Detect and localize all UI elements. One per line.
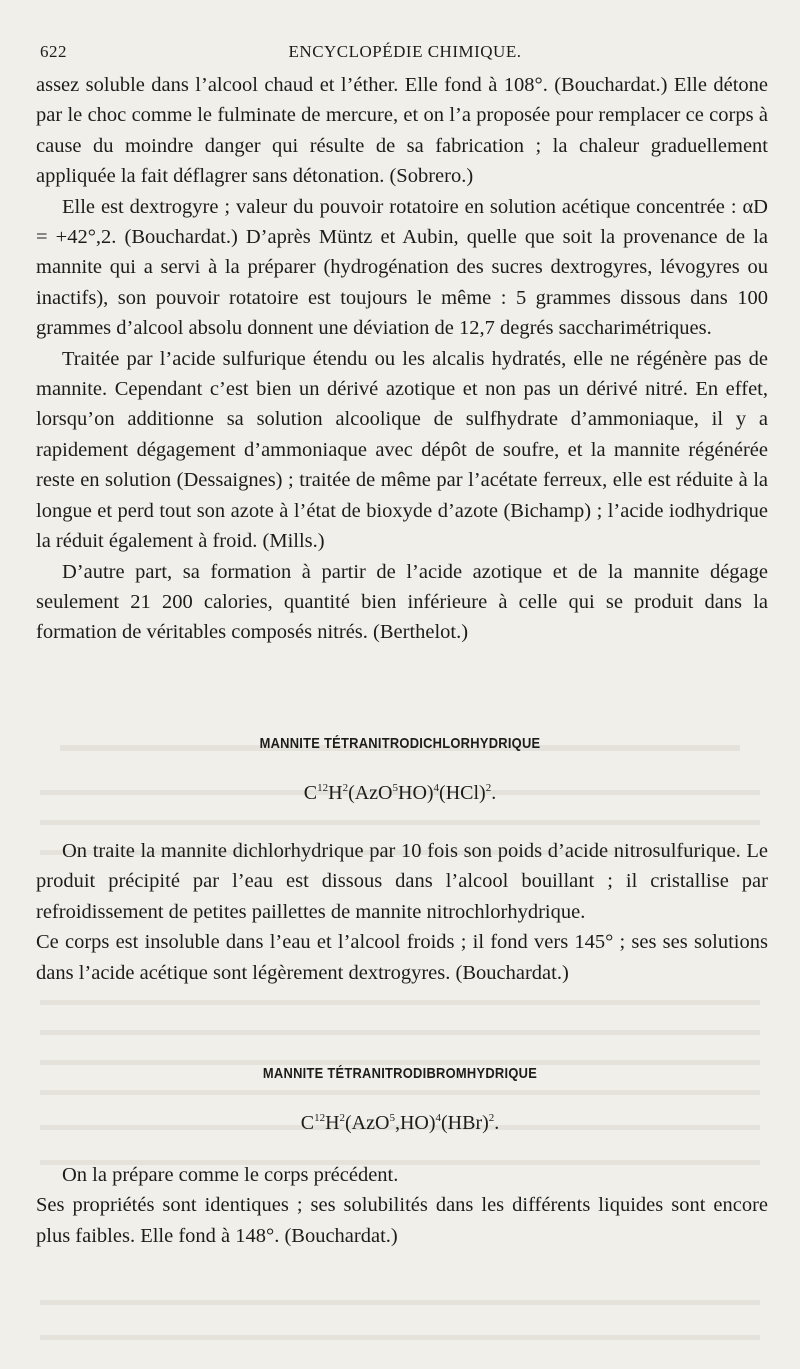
paragraph: On traite la mannite dichlorhydrique par 10 fois son poids d’acide nitrosulfurique. Le produit précipité par l’eau est dissous dans l’alcool bouillant ; il cristallise par refroidissement de petites paillettes de mannite nitrochlorhydrique. (36, 840, 768, 923)
section-title: MANNITE TÉTRANITRODIBROMHYDRIQUE (262, 1065, 538, 1082)
paragraph: On la prépare comme le corps précédent. (62, 1164, 399, 1186)
body-text-block (36, 70, 768, 648)
page-header (40, 42, 770, 68)
paragraph: Traitée par l’acide sulfurique étendu ou les alcalis hydratés, elle ne régénère pas de mannite. Cependant c’est bien un dérivé azotique et non pas un dérivé nitré. En effet, lorsqu’on additionne sa solution alcoolique de sulfhydrate d’ammoniaque, il y a rapidement dégagement d’ammoniaque avec dépôt de soufre, et la mannite régénérée reste en solution (Dessaignes) ; traitée de même par l’acétate ferreux, elle est réduite à la longue et perd tout son azote à l’état de bioxyde d’azote (Bichamp) ; l’acide iodhydrique la réduit également à froid. (Mills.) (36, 347, 768, 553)
page-number: 622 (40, 42, 67, 61)
running-title: ENCYCLOPÉDIE CHIMIQUE. (288, 42, 522, 61)
section-body (36, 836, 768, 988)
paragraph: assez soluble dans l’alcool chaud et l’éther. Elle fond à 108°. (Bouchardat.) Elle détone par le choc comme le fulminate de mercure, et on l’a proposée pour remplacer ce corps à cause du moindre danger qui résulte de sa fabrication ; la chaleur graduellement appliquée la fait déflagrer sans détonation. (Sobrero.) (36, 74, 768, 188)
section-body (36, 1160, 768, 1251)
paragraph: Ce corps est insoluble dans l’eau et l’alcool froids ; il fond vers 145° ; ses ses solutions dans l’acide acétique sont légèrement dextrogyres. (Bouchardat.) (36, 931, 768, 984)
paragraph: Elle est dextrogyre ; valeur du pouvoir rotatoire en solution acétique concentrée : αD = +42°,2. (Bouchardat.) D’après Müntz et Aubin, quelle que soit la provenance de la mannite qui a servi à la préparer (hydrogénation des sucres dextrogyres, lévogyres ou inactifs), son pouvoir rotatoire est toujours le même : 5 grammes dissous dans 100 grammes d’alcool absolu donnent une déviation de 12,7 degrés saccharimétriques. (36, 195, 768, 340)
paragraph: Ses propriétés sont identiques ; ses solubilités dans les différents liquides sont encore plus faibles. Elle fond à 148°. (Bouchardat.) (36, 1194, 768, 1247)
paragraph: D’autre part, sa formation à partir de l’acide azotique et de la mannite dégage seulement 21 200 calories, quantité bien inférieure à celle qui se produit dans la formation de véritables composés nitrés. (Berthelot.) (36, 560, 768, 644)
section-title: MANNITE TÉTRANITRODICHLORHYDRIQUE (259, 735, 541, 752)
chemical-formula: $C^{12}H^2(AzO^5HO)^4(HCl)^2$. (303, 782, 497, 804)
chemical-formula: $C^{12}H^2(AzO^5,HO)^4(HBr)^2$. (300, 1112, 500, 1134)
